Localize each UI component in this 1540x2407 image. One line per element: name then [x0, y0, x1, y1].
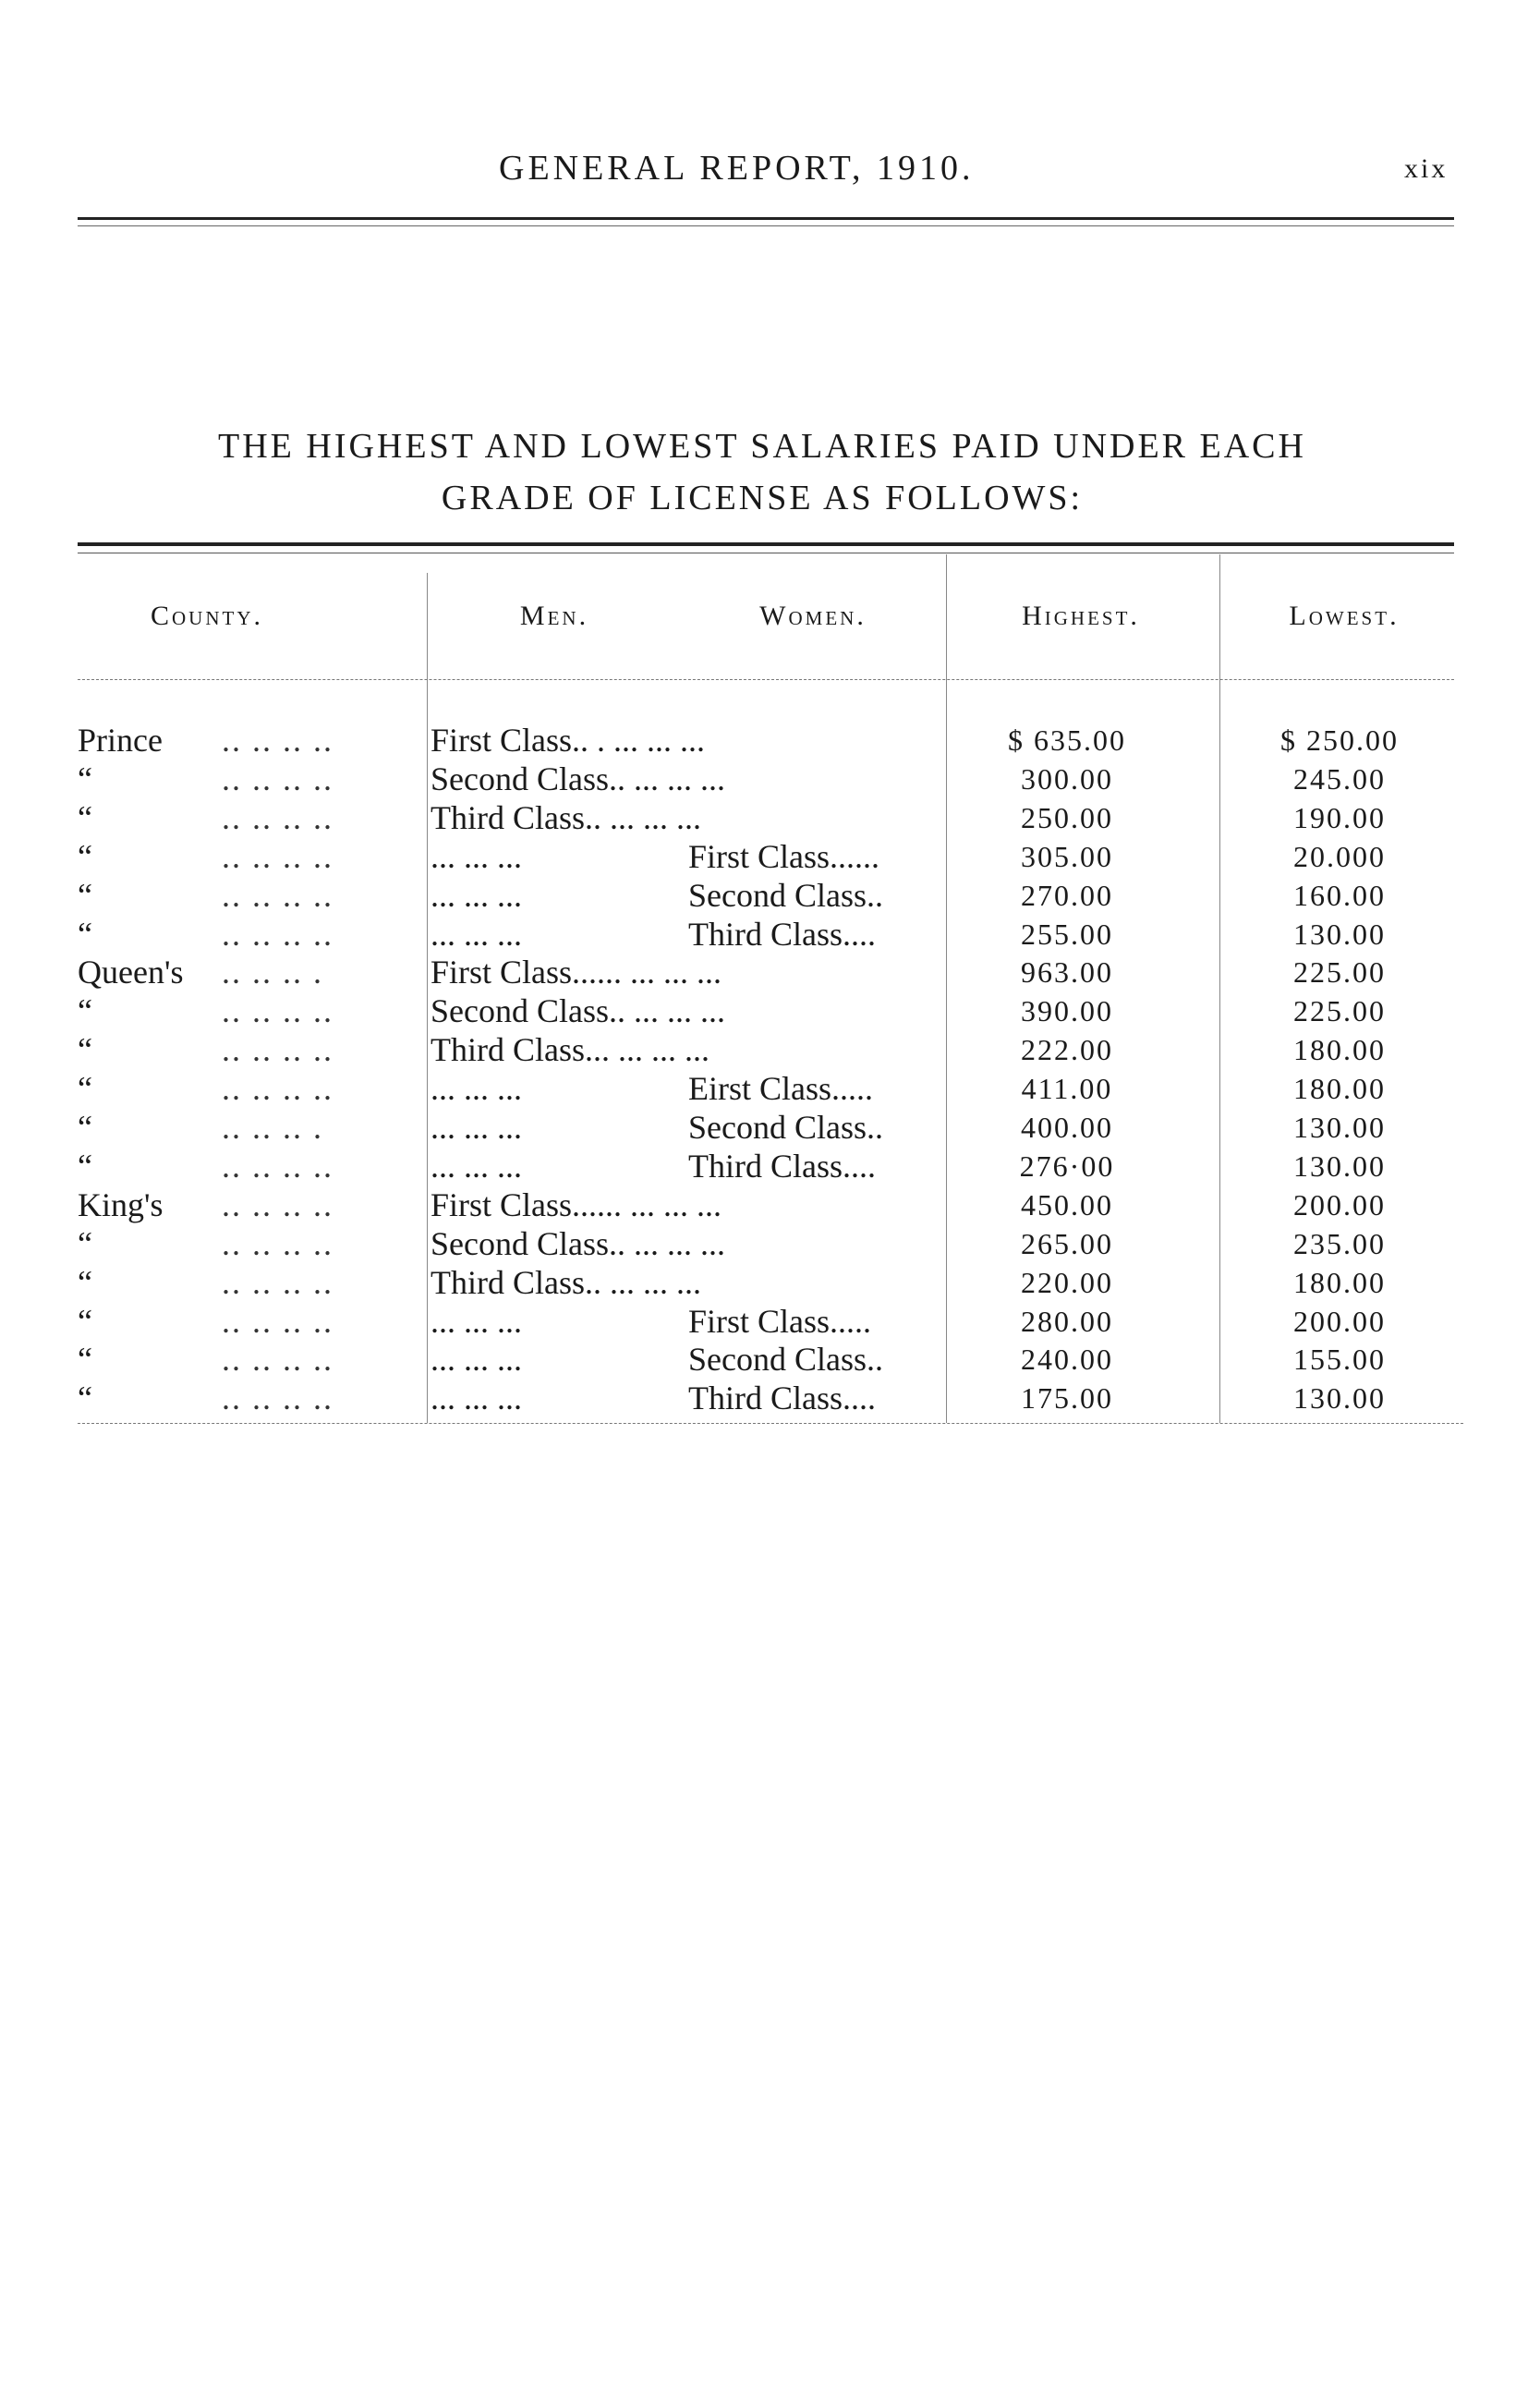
county-cell: “: [78, 915, 92, 953]
leader-dots: .. .. .. ..: [222, 876, 333, 914]
lowest-cell: 130.00: [1293, 1381, 1386, 1416]
leader-dots: .. .. .. ..: [222, 992, 333, 1030]
women-cell: Second Class..: [688, 876, 883, 914]
title-rule: [78, 542, 1454, 553]
county-cell: “: [78, 1263, 92, 1301]
county-cell: “: [78, 798, 92, 836]
leader-dots: .. .. .. ..: [222, 1224, 333, 1262]
table-row: [0, 915, 1540, 954]
leader-dots: .. .. .. ..: [222, 1070, 333, 1108]
leader-dots: .. .. .. .: [222, 1109, 323, 1146]
highest-cell: 222.00: [1021, 1033, 1113, 1067]
county-cell: “: [78, 992, 92, 1030]
table-row: [0, 1379, 1540, 1417]
highest-cell: 255.00: [1021, 917, 1113, 951]
men-cell: Second Class.. ... ... ...: [430, 760, 725, 797]
highest-cell: 390.00: [1021, 994, 1113, 1028]
lowest-cell: $ 250.00: [1280, 723, 1399, 757]
highest-cell: 270.00: [1021, 878, 1113, 912]
men-cell: ... ... ...: [430, 1109, 522, 1146]
highest-cell: 305.00: [1021, 839, 1113, 873]
lowest-cell: 20.000: [1293, 839, 1386, 873]
county-cell: “: [78, 1302, 92, 1340]
women-cell: Third Class....: [688, 1147, 876, 1185]
highest-cell: 240.00: [1021, 1343, 1113, 1377]
leader-dots: .. .. .. ..: [222, 837, 333, 875]
lowest-cell: 180.00: [1293, 1033, 1386, 1067]
lowest-cell: 225.00: [1293, 955, 1386, 990]
highest-cell: 300.00: [1021, 761, 1113, 796]
men-cell: ... ... ...: [430, 1380, 522, 1417]
highest-cell: 220.00: [1021, 1265, 1113, 1299]
highest-cell: 250.00: [1021, 800, 1113, 834]
table-title: [55, 420, 1469, 524]
men-cell: ... ... ...: [430, 837, 522, 875]
table-bottom-rule: [78, 1423, 1463, 1425]
men-cell: ... ... ...: [430, 1341, 522, 1379]
table-row: [0, 1263, 1540, 1302]
table-row: [0, 1302, 1540, 1341]
leader-dots: .. .. .. ..: [222, 1380, 333, 1417]
table-row: [0, 721, 1540, 760]
leader-dots: .. .. .. ..: [222, 1263, 333, 1301]
county-cell: King's: [78, 1185, 164, 1223]
men-cell: First Class...... ... ... ...: [430, 1185, 722, 1223]
men-cell: ... ... ...: [430, 876, 522, 914]
women-cell: First Class......: [688, 837, 880, 875]
lowest-cell: 180.00: [1293, 1265, 1386, 1299]
table-row: [0, 1069, 1540, 1108]
lowest-cell: 130.00: [1293, 1149, 1386, 1183]
men-cell: First Class.. . ... ... ...: [430, 722, 706, 759]
lowest-cell: 225.00: [1293, 994, 1386, 1028]
leader-dots: .. .. .. ..: [222, 1302, 333, 1340]
men-cell: ... ... ...: [430, 915, 522, 953]
lowest-cell: 180.00: [1293, 1072, 1386, 1106]
highest-cell: 276·00: [1019, 1149, 1115, 1183]
table-row: [0, 1147, 1540, 1185]
leader-dots: .. .. .. ..: [222, 1147, 333, 1185]
men-cell: ... ... ...: [430, 1070, 522, 1108]
page-number: xix: [1404, 153, 1449, 184]
men-cell: First Class...... ... ... ...: [430, 954, 722, 991]
table-row: [0, 1224, 1540, 1263]
men-cell: Second Class.. ... ... ...: [430, 992, 725, 1030]
table-row: [0, 1030, 1540, 1069]
lowest-cell: 200.00: [1293, 1187, 1386, 1222]
leader-dots: .. .. .. ..: [222, 1341, 333, 1379]
table-row: [0, 1108, 1540, 1147]
table-row: [0, 760, 1540, 798]
women-cell: Second Class..: [688, 1109, 883, 1146]
lowest-cell: 200.00: [1293, 1304, 1386, 1338]
women-cell: Third Class....: [688, 915, 876, 953]
county-cell: “: [78, 760, 92, 797]
leader-dots: .. .. .. ..: [222, 1185, 333, 1223]
lowest-cell: 190.00: [1293, 800, 1386, 834]
leader-dots: .. .. .. ..: [222, 1031, 333, 1069]
header-bottom-rule: [78, 679, 1454, 681]
county-cell: “: [78, 1070, 92, 1108]
county-cell: “: [78, 1341, 92, 1379]
table-row: [0, 991, 1540, 1030]
table-row: [0, 1185, 1540, 1224]
county-cell: “: [78, 1224, 92, 1262]
lowest-cell: 235.00: [1293, 1226, 1386, 1260]
highest-cell: 175.00: [1021, 1381, 1113, 1416]
leader-dots: .. .. .. ..: [222, 722, 333, 759]
county-cell: “: [78, 876, 92, 914]
running-head: [0, 148, 1540, 203]
highest-cell: 265.00: [1021, 1226, 1113, 1260]
running-title: GENERAL REPORT, 1910.: [499, 149, 975, 188]
lowest-cell: 130.00: [1293, 1111, 1386, 1144]
table-row: [0, 1340, 1540, 1379]
women-cell: Eirst Class.....: [688, 1070, 874, 1108]
men-cell: ... ... ...: [430, 1147, 522, 1185]
column-header-highest: Highest.: [1022, 601, 1140, 631]
highest-cell: 280.00: [1021, 1304, 1113, 1338]
lowest-cell: 130.00: [1293, 917, 1386, 951]
women-cell: First Class.....: [688, 1302, 872, 1340]
men-cell: ... ... ...: [430, 1302, 522, 1340]
highest-cell: 450.00: [1021, 1187, 1113, 1222]
highest-cell: 400.00: [1021, 1111, 1113, 1144]
women-cell: Third Class....: [688, 1380, 876, 1417]
highest-cell: 411.00: [1021, 1072, 1113, 1106]
men-cell: Third Class... ... ... ...: [430, 1031, 709, 1069]
men-cell: Third Class.. ... ... ...: [430, 798, 701, 836]
leader-dots: .. .. .. .: [222, 954, 323, 991]
column-header-men: Men.: [519, 601, 589, 631]
county-cell: Prince: [78, 722, 163, 759]
column-header-lowest: Lowest.: [1289, 601, 1400, 631]
county-cell: “: [78, 837, 92, 875]
header-rule: [78, 217, 1454, 226]
table-title-line-1: THE HIGHEST AND LOWEST SALARIES PAID UNDER EACH: [218, 427, 1306, 466]
highest-cell: 963.00: [1021, 955, 1113, 990]
men-cell: Second Class.. ... ... ...: [430, 1224, 725, 1262]
county-cell: Queen's: [78, 954, 184, 991]
county-cell: “: [78, 1380, 92, 1417]
county-cell: “: [78, 1147, 92, 1185]
table-row: [0, 798, 1540, 837]
column-header-county: County.: [151, 601, 263, 631]
leader-dots: .. .. .. ..: [222, 915, 333, 953]
leader-dots: .. .. .. ..: [222, 760, 333, 797]
column-header-women: Women.: [759, 601, 867, 631]
men-cell: Third Class.. ... ... ...: [430, 1263, 701, 1301]
table-row: [0, 876, 1540, 915]
table-row: [0, 953, 1540, 991]
women-cell: Second Class..: [688, 1341, 883, 1379]
lowest-cell: 245.00: [1293, 761, 1386, 796]
county-cell: “: [78, 1031, 92, 1069]
table-title-line-2: GRADE OF LICENSE AS FOLLOWS:: [441, 479, 1084, 517]
county-cell: “: [78, 1109, 92, 1146]
highest-cell: $ 635.00: [1008, 723, 1126, 757]
table-row: [0, 837, 1540, 876]
lowest-cell: 160.00: [1293, 878, 1386, 912]
lowest-cell: 155.00: [1293, 1343, 1386, 1377]
leader-dots: .. .. .. ..: [222, 798, 333, 836]
